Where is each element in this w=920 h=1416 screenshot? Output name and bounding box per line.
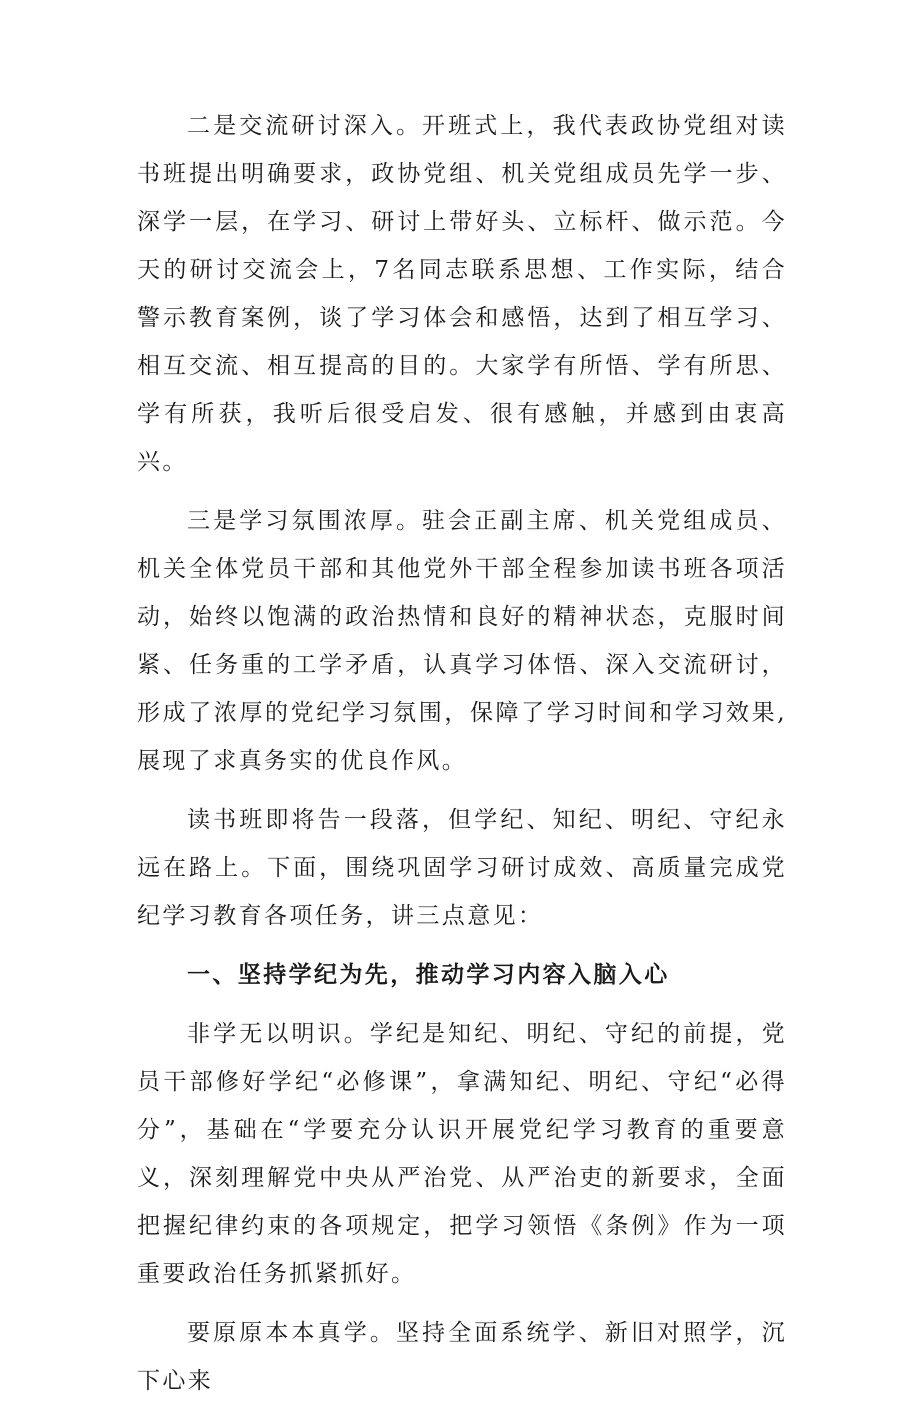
- paragraph-learning-atmosphere: 三是学习氛围浓厚。驻会正副主席、机关党组成员、机关全体党员干部和其他党外干部全程参加读书班各项活动，始终以饱满的政治热情和良好的精神状态，克服时间紧、任务重的工学矛盾，认真学习体悟、深入交流研讨，形成了浓厚的党纪学习氛围，保障了学习时间和学习效果,展现了求真务实的优良作风。: [137, 508, 787, 774]
- paragraph-study-thoroughly: 要原原本本真学。坚持全面系统学、新旧对照学，沉下心来: [137, 1320, 787, 1394]
- paragraph-exchange-discussion: 二是交流研讨深入。开班式上，我代表政协党组对读书班提出明确要求，政协党组、机关党组成员先学一步、深学一层，在学习、研讨上带好头、立标杆、做示范。今天的研讨交流会上，7名同志联系思想、工作实际，结合警示教育案例，谈了学习体会和感悟，达到了相互学习、相互交流、相互提高的目的。大家学有所悟、学有所思、学有所获，我听后很受启发、很有感触，并感到由衷高兴。: [137, 113, 787, 475]
- paragraph-learn-discipline: 非学无以明识。学纪是知纪、明纪、守纪的前提，党员干部修好学纪“必修课”，拿满知纪、明纪、守纪“必得分”，基础在“学要充分认识开展党纪学习教育的重要意义，深刻理解党中央从严治党、从严治吏的新要求，全面把握纪律约束的各项规定，把学习领悟《条例》作为一项重要政治任务抓紧抓好。: [137, 1021, 787, 1287]
- document-body: [137, 102, 787, 1416]
- paragraph-three-opinions-intro: 读书班即将告一段落，但学纪、知纪、明纪、守纪永远在路上。下面，围绕巩固学习研讨成效、高质量完成党纪学习教育各项任务，讲三点意见：: [137, 807, 787, 929]
- section-heading-one: 一、坚持学纪为先，推动学习内容入脑入心: [187, 962, 670, 988]
